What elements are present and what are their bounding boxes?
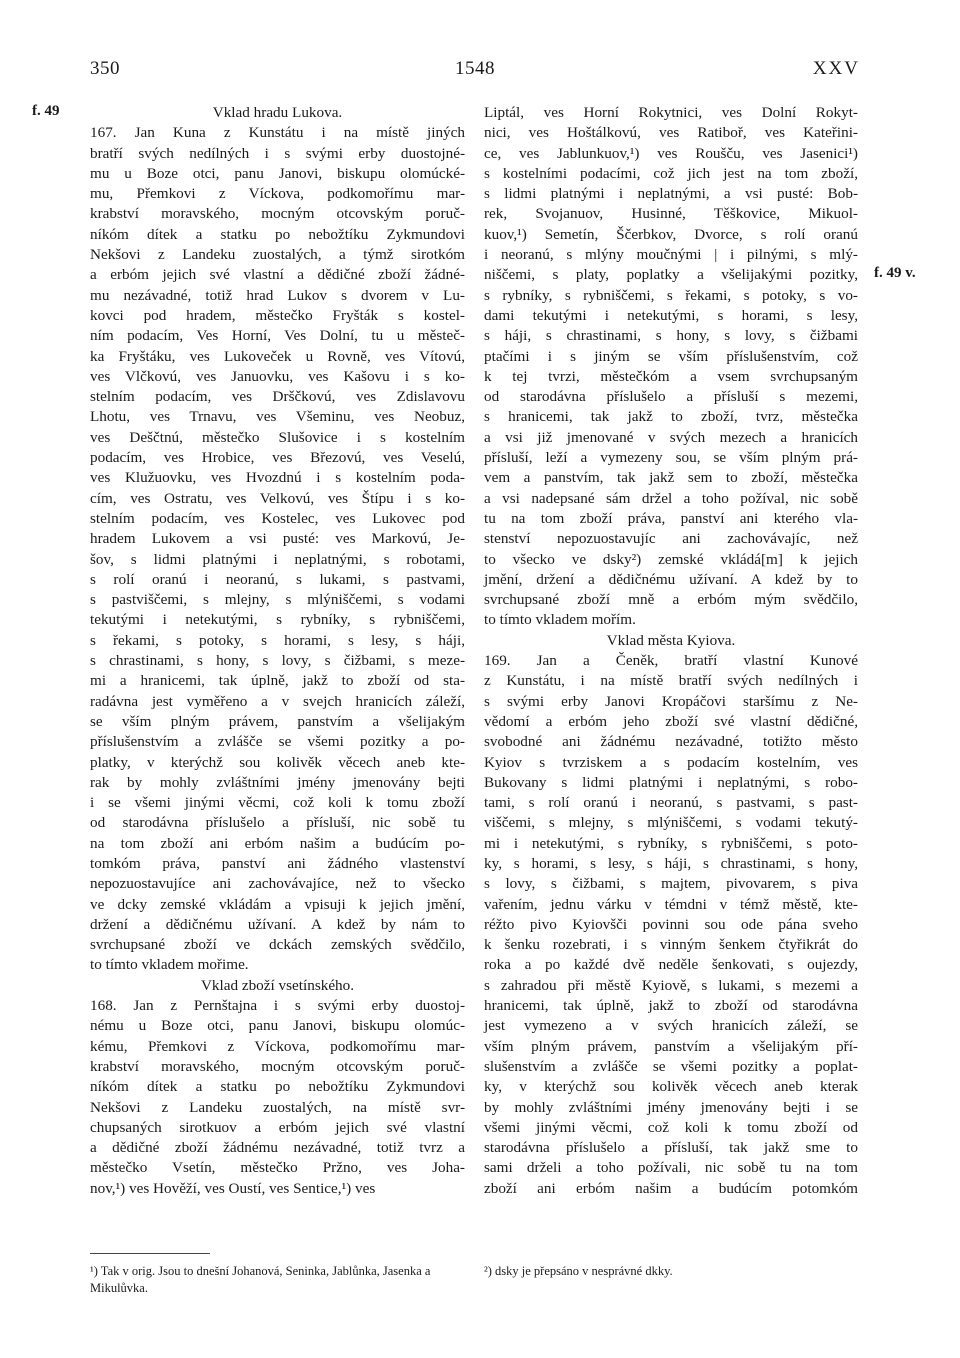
text-line: réžto pivo Kyiovšči povinni sou ode pána sveho — [484, 915, 858, 933]
page-year: 1548 — [455, 58, 495, 79]
text-line: s rybníky, s rybniščemi, s řekami, s potoky, s vo- — [484, 286, 858, 304]
text-line: viščemi, s mlejny, s mlýniščemi, s vodami tekutý- — [484, 814, 858, 832]
text-line: ves Klužuovku, ves Hvozdnú i s kostelním poda- — [90, 469, 465, 487]
text-line: svrchupsané zboží mně a erbóm mým svědčilo, — [484, 591, 858, 609]
text-line: všemi jinými věcmi, což koli k tomu zboží od — [484, 1118, 858, 1136]
text-line: od starodávna příslušelo a přísluší s mezemi, — [484, 388, 858, 406]
text-line: se vším plným právem, panstvím a všelijakým — [90, 712, 465, 730]
text-line: držení a dědičnému užívaní. A kdež by nám to — [90, 915, 465, 933]
left-body — [90, 123, 465, 1199]
text-line: tu na tom zboží práva, panství ani kterého vla- — [484, 509, 858, 527]
text-line: stelním podacím, ves Kostelec, ves Lukovec pod — [90, 509, 465, 527]
text-line: s zahradou při městě Kyiově, s lukami, s mezemi a — [484, 976, 858, 994]
text-line: starodávna příslušelo a přísluší, tak jakž sme to — [484, 1139, 858, 1157]
text-line: mu, Přemkovi z Víckova, podkomořímu mar- — [90, 185, 465, 203]
text-line: ptačími i s jiným se vším příslušenstvím, což — [484, 347, 858, 365]
text-line: mi i netekutými, s rybníky, s rybniščemi, s poto- — [484, 834, 858, 852]
text-line: s svými erby Janovi Kropáčovi staršímu z Ne- — [484, 692, 858, 710]
text-line: svobodné ani žádnému nezávadné, totižto město — [484, 733, 858, 751]
text-line: ves Deščtnú, městečko Slušovice i s kostelním — [90, 428, 465, 446]
text-line: slušenstvím a zvlášče se všemi pozitky a poplat- — [484, 1057, 858, 1075]
text-line: hranicemi, tak úplně, jakž to zboží od starodávna — [484, 997, 858, 1015]
text-column-right — [484, 103, 858, 1199]
text-line: mi a hranicemi, tak úplně, jakž to zboží od sta- — [90, 672, 465, 690]
text-line: tami, s rolí oranú i neoranú, s pastvami, s past- — [484, 794, 858, 812]
page-header — [90, 58, 860, 82]
text-line: tekutými i netekutými, s rybníky, s rybniščemi, — [90, 611, 465, 629]
section-heading: Vklad zboží vsetínského. — [200, 976, 355, 994]
text-line: ním podacím, Ves Horní, Ves Dolní, tu u městeč- — [90, 327, 465, 345]
text-line: 168. Jan z Pernštajna i s svými erby duostoj- — [90, 997, 465, 1015]
text-line: nepozuostavujíce ani zachovávajíce, než to všecko — [90, 875, 465, 893]
text-line: od starodávna příslušelo a přísluší, nic sobě tu — [90, 814, 465, 832]
text-line: vem a panstvím, tak jakž sem to zboží, městečka — [484, 469, 858, 487]
text-line: mu u Boze otci, panu Janovi, biskupu olomúcké- — [90, 164, 465, 182]
text-line: s hranicemi, tak jakž to zboží, tvrz, městečka — [484, 408, 858, 426]
text-line: kovci pod hradem, městečko Fryšták s kostel- — [90, 306, 465, 324]
text-line: rek, Svojanuov, Husinné, Těškovice, Mikuol- — [484, 205, 858, 223]
text-line: nov,¹) ves Hověží, ves Oustí, ves Sentice,¹) ves — [90, 1179, 376, 1197]
text-line: ka Fryštáku, ves Lukoveček u Rovně, ves Vítovú, — [90, 347, 465, 365]
volume-number: XXV — [812, 58, 860, 79]
footnote-right: ²) dsky je přepsáno v nesprávné dkky. — [484, 1264, 673, 1278]
text-line: to tímto vkladem mořime. — [90, 956, 249, 974]
text-line: k tej tvrzi, městečkóm a vsem svrchupsaným — [484, 367, 858, 385]
text-line: k šenku rozebrati, i s vinným šenkem čtyřikrát do — [484, 936, 858, 954]
text-line: mu nezávadné, totiž hrad Lukov s dvorem v Lu- — [90, 286, 465, 304]
text-line: městečko Vsetín, městečko Pržno, ves Joha- — [90, 1159, 465, 1177]
text-line: vším plným právem, panstvím a všelijakým pří- — [484, 1037, 858, 1055]
text-line: na tom zboží ani erbóm našim a budúcím po- — [90, 834, 465, 852]
text-line: 169. Jan a Čeněk, bratří vlastní Kunové — [484, 652, 858, 670]
text-line: ce, ves Jablunkuov,¹) ves Roušču, ves Jasenici¹) — [484, 144, 858, 162]
text-line: niščemi, s platy, poplatky a všelijakými pozitky, — [484, 266, 858, 284]
text-line: jest vymezeno a v svých hranicích záleží, se — [484, 1017, 858, 1035]
text-line: a erbóm jejich své vlastní a dědičné zboží žádné- — [90, 266, 465, 284]
text-line: níkóm dítek a statku po nebožtíku Zykmundovi — [90, 1078, 465, 1096]
text-line: ky, s horami, s lesy, s háji, s chrastinami, s hony, — [484, 854, 858, 872]
text-line: hradem Lukovem a vsi pusté: ves Markovú, Je- — [90, 530, 465, 548]
text-line: vařením, jednu várku v témdni v témž městě, kte- — [484, 895, 858, 913]
text-line: Liptál, ves Horní Rokytnici, ves Dolní Rokyt- — [484, 104, 858, 121]
text-line: bratří svých nedílných i s svými erby duostojné- — [90, 144, 465, 162]
margin-folio-left: f. 49 — [32, 103, 60, 119]
text-line: i neoranú, s mlýny moučnými | i pilnými, s mlý- — [484, 246, 858, 264]
text-line: vědomí a erbóm jeho zboží své vlastní dědičné, — [484, 712, 858, 730]
text-line: s lovy, s čižbami, s majtem, pivovarem, s piva — [484, 875, 858, 893]
text-line: s pastviščemi, s mlejny, s mlýniščemi, s vodami — [90, 591, 465, 609]
text-line: přísluší, leží a vymezeny sou, se vším plným prá- — [484, 449, 858, 467]
text-line: Nekšovi z Landeku zuostalých, na místě svr- — [90, 1098, 465, 1116]
text-line: s háji, s chrastinami, s hony, s lovy, s čižbami — [484, 327, 858, 345]
text-line: krabství moravského, mocným otcovským poruč- — [90, 1057, 465, 1075]
text-line: stenství nepozuostavujíc ani zachovávajíc, než — [484, 530, 858, 548]
text-line: rak by mohly zvláštními jmény jmenovány bejti — [90, 773, 465, 791]
right-body — [484, 103, 858, 1199]
text-line: sami drželi a toho požívali, nic sobě tu na tom — [484, 1159, 858, 1177]
text-line: šov, s lidmi platnými i neplatnými, s robotami, — [90, 550, 465, 568]
footnote-rule-left — [90, 1253, 210, 1254]
text-column-left — [90, 103, 465, 1199]
text-line: platky, v kterýchž sou kolivěk věcech aneb kte- — [90, 753, 465, 771]
text-line: to všecko ve dsky²) zemské vkládá[m] k jejich — [484, 550, 858, 568]
text-line: ve dcky zemské vkládám a vpisuji k jejich jmění, — [90, 895, 465, 913]
text-line: stelním podacím, ves Drščkovú, ves Zdislavovu — [90, 388, 465, 406]
text-line: cím, ves Ostratu, ves Velkovú, ves Štípu i s ko- — [90, 489, 465, 507]
section-heading: Vklad města Kyiova. — [606, 631, 736, 649]
text-line: krabství moravského, mocným otcovským poruč- — [90, 205, 465, 223]
text-line: kému, Přemkovi z Víckova, podkomořímu mar- — [90, 1037, 465, 1055]
text-line: ves Vlčkovú, ves Januovku, ves Kašovu i s ko- — [90, 367, 465, 385]
text-line: roka a po každé dvě neděle šenkovati, s oujezdy, — [484, 956, 858, 974]
text-line: chupsaných sirotkuov a erbóm jejich své vlastní — [90, 1118, 465, 1136]
text-line: a dědičné zboží žádnému nezávadné, totiž tvrz a — [90, 1139, 465, 1157]
text-line: i se všemi jinými věcmi, což koli k tomu zboží — [90, 794, 465, 812]
text-line: s kostelními podacími, což jich jest na tom zboží, — [484, 164, 858, 182]
text-line: s lidmi platnými i neplatnými, a vsi pusté: Bob- — [484, 185, 858, 203]
text-line: to tímto vkladem mořím. — [484, 611, 636, 629]
text-line: podacím, ves Hrobice, ves Březovú, ves Veselú, — [90, 449, 465, 467]
text-line: nému u Boze otci, panu Janovi, biskupu olomúc- — [90, 1017, 465, 1035]
text-line: z Kunstátu, i na místě bratří svých nedílných i — [484, 672, 858, 690]
text-line: tomkóm práva, panství ani žádného vlastenství — [90, 854, 465, 872]
text-line: nici, ves Hoštálkovú, ves Ratiboř, ves Kateřini- — [484, 124, 858, 142]
text-line: radávna jest vyměřeno a v svejch hranicích záleží, — [90, 692, 465, 710]
text-line: s řekami, s potoky, s horami, s lesy, s háji, — [90, 631, 465, 649]
text-line: ky, v kterýchž sou kolivěk věcech aneb kterak — [484, 1078, 858, 1096]
margin-folio-right: f. 49 v. — [874, 265, 916, 281]
text-line: svrchupsané zboží ve dckách zemských svědčilo, — [90, 936, 465, 954]
text-line: jmění, držení a dědičnému užívaní. A kdež by to — [484, 570, 858, 588]
footnote-left: ¹) Tak v orig. Jsou to dnešní Johanová, Seninka, Jablůnka, Jasenka a Mikulůvka. — [90, 1264, 431, 1295]
text-line: dami tekutými i netekutými, s horami, s lesy, — [484, 306, 858, 324]
text-line: 167. Jan Kuna z Kunstátu i na místě jiných — [90, 124, 465, 142]
text-line: a vsi nadepsané sám držel a toho požíval, nic sobě — [484, 489, 858, 507]
text-line: s chrastinami, s hony, s lovy, s čižbami, s meze- — [90, 652, 465, 670]
page-number: 350 — [90, 58, 120, 79]
text-line: příslušenstvím a zvlášče se všemi pozitky a po- — [90, 733, 465, 751]
text-line: a vsi již jmenované v svých mezech a hranicích — [484, 428, 858, 446]
text-line: Bukovany s lidmi platnými i neplatnými, s robo- — [484, 773, 858, 791]
text-line: níkóm dítek a statku po nebožtíku Zykmundovi — [90, 225, 465, 243]
text-line: zboží ani erbóm našim a budúcím potomkóm — [484, 1179, 858, 1197]
text-line: Lhotu, ves Trnavu, ves Všeminu, ves Neobuz, — [90, 408, 465, 426]
heading-lukov: Vklad hradu Lukova. — [212, 104, 343, 121]
text-line: Nekšovi z Landeku zuostalých, a týmž sirotkóm — [90, 246, 465, 264]
text-line: s rolí oranú i neoranú, s lukami, s pastvami, — [90, 570, 465, 588]
text-line: by mohly zvláštními jmény jmenovány bejti i se — [484, 1098, 858, 1116]
text-line: Kyiov s tvrziskem a s podacím kostelním, ves — [484, 753, 858, 771]
text-line: kuov,¹) Semetín, Ščerbkov, Dvorce, s rolí oranú — [484, 225, 858, 243]
